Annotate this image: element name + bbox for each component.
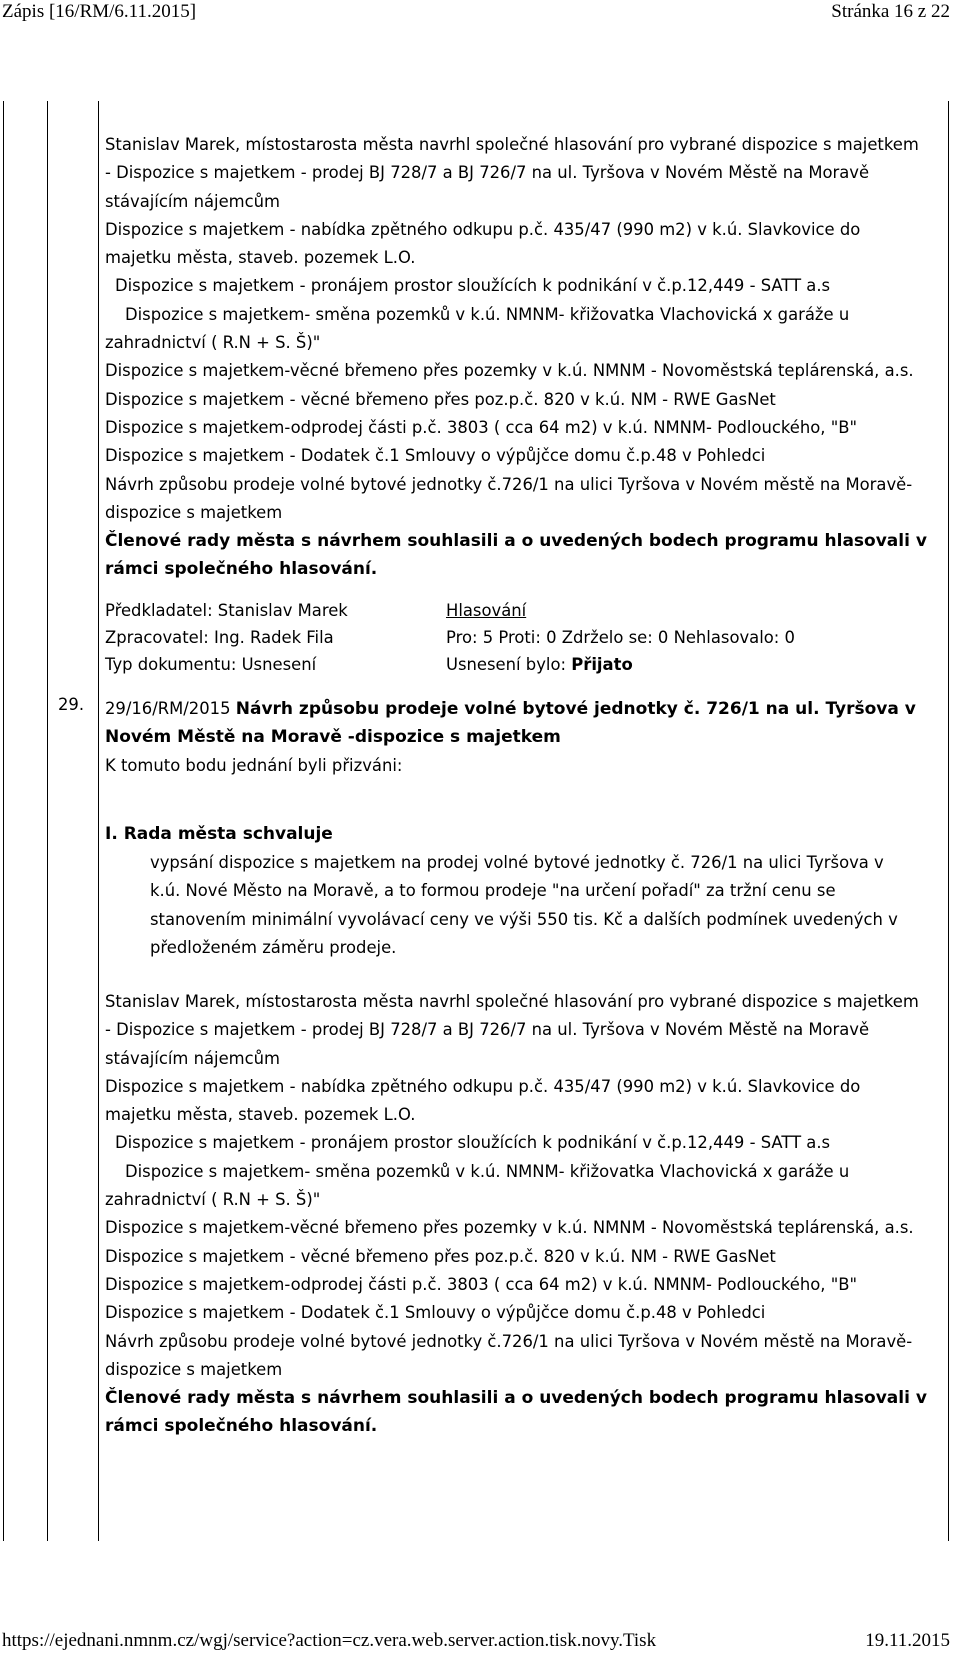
disposal-item: Dispozice s majetkem-odprodej části p.č. 3803 ( cca 64 m2) v k.ú. NMNM- Podlouckého, "B" (105, 1274, 858, 1294)
column-rule-2 (98, 101, 99, 1541)
meta-left (105, 597, 348, 678)
left-border-rule (3, 101, 4, 1541)
resolution-label: Usnesení bylo: (446, 655, 566, 674)
joint-voting-block-bottom (105, 988, 945, 1441)
conclusion-text: rámci společného hlasování. (105, 1416, 378, 1437)
disposal-item: Návrh způsobu prodeje volné bytové jednotky č.726/1 na ulici Tyršova v Novém městě na Moravě- (105, 1331, 913, 1351)
disposal-item: majetku města, staveb. pozemek L.O. (105, 1105, 416, 1125)
intro-line: stávajícím nájemcům (105, 1048, 281, 1068)
conclusion-text: Členové rady města s návrhem souhlasili a o uvedených bodech programu hlasovali v (105, 1388, 927, 1409)
disposal-item: Dispozice s majetkem - nabídka zpětného odkupu p.č. 435/47 (990 m2) v k.ú. Slavkovice do (105, 219, 861, 239)
disposal-item: Dispozice s majetkem - pronájem prostor sloužících k podnikání v č.p.12,449 - SATT a.s (115, 1133, 831, 1153)
disposal-item: dispozice s majetkem (105, 502, 283, 522)
disposal-item: zahradnictví ( R.N + S. Š)" (105, 1190, 321, 1210)
item-title-text: Návrh způsobu prodeje volné bytové jednotky č. 726/1 na ul. Tyršova v (235, 699, 916, 719)
disposal-item: Dispozice s majetkem-věcné břemeno přes pozemky v k.ú. NMNM - Novoměstská teplárenská, a.s. (105, 361, 914, 381)
item-29-heading (105, 695, 945, 780)
disposal-item: Návrh způsobu prodeje volné bytové jednotky č.726/1 na ulici Tyršova v Novém městě na Moravě- (105, 474, 913, 494)
vote-counts: Pro: 5 Proti: 0 Zdrželo se: 0 Nehlasovalo: 0 (446, 628, 795, 647)
disposal-item: Dispozice s majetkem - Dodatek č.1 Smlouvy o výpůjčce domu č.p.48 v Pohledci (105, 1303, 766, 1323)
disposal-item: Dispozice s majetkem-věcné břemeno přes pozemky v k.ú. NMNM - Novoměstská teplárenská, a.s. (105, 1218, 914, 1238)
page-header-title: Zápis [16/RM/6.11.2015] (2, 1, 197, 22)
predkladatel: Předkladatel: Stanislav Marek (105, 601, 348, 620)
resolution-text (150, 849, 945, 962)
disposal-item: Dispozice s majetkem- směna pozemků v k.ú. NMNM- křižovatka Vlachovická x garáže u (125, 1161, 850, 1181)
disposal-item: zahradnictví ( R.N + S. Š)" (105, 333, 321, 353)
joint-voting-block-top (105, 131, 945, 584)
resolution-heading-wrap (105, 820, 945, 848)
item-title-text: Novém Městě na Moravě -dispozice s majetkem (105, 727, 561, 748)
disposal-item: Dispozice s majetkem - Dodatek č.1 Smlouvy o výpůjčce domu č.p.48 v Pohledci (105, 446, 766, 466)
resolution-value: Přijato (571, 655, 633, 674)
resolution-status (446, 651, 795, 678)
resolution-line: k.ú. Nové Město na Moravě, a to formou prodeje "na určení pořadí" za tržní cenu se (150, 881, 836, 901)
page-number: Stránka 16 z 22 (831, 1, 950, 22)
resolution-heading: I. Rada města schvaluje (105, 824, 333, 844)
resolution-line: stanovením minimální vyvolávací ceny ve výši 550 tis. Kč a dalších podmínek uvedených v (150, 909, 898, 929)
intro-line: stávajícím nájemcům (105, 191, 281, 211)
item-number: 29. (58, 695, 85, 714)
disposal-item: Dispozice s majetkem - věcné břemeno přes poz.p.č. 820 v k.ú. NM - RWE GasNet (105, 389, 776, 409)
resolution-line: předloženém záměru prodeje. (150, 937, 397, 957)
disposal-item: majetku města, staveb. pozemek L.O. (105, 248, 416, 268)
footer-date: 19.11.2015 (865, 1630, 950, 1651)
document-type: Typ dokumentu: Usnesení (105, 655, 317, 674)
disposal-item: Dispozice s majetkem - nabídka zpětného odkupu p.č. 435/47 (990 m2) v k.ú. Slavkovice do (105, 1076, 861, 1096)
intro-line: - Dispozice s majetkem - prodej BJ 728/7 a BJ 726/7 na ul. Tyršova v Novém Městě na Moravě (105, 163, 870, 183)
intro-line: Stanislav Marek, místostarosta města navrhl společné hlasování pro vybrané dispozice s majetkem (105, 135, 919, 154)
conclusion-text: rámci společného hlasování. (105, 559, 378, 580)
column-rule-1 (47, 101, 48, 1541)
footer-url: https://ejednani.nmnm.cz/wgj/service?action=cz.vera.web.server.action.tisk.novy.Tisk (2, 1630, 657, 1651)
voting-link[interactable]: Hlasování (446, 601, 527, 620)
disposal-item: Dispozice s majetkem - věcné břemeno přes poz.p.č. 820 v k.ú. NM - RWE GasNet (105, 1246, 776, 1266)
invited-label: K tomuto bodu jednání byli přizváni: (105, 755, 403, 775)
zpracovatel: Zpracovatel: Ing. Radek Fila (105, 628, 334, 647)
conclusion-text: Členové rady města s návrhem souhlasili a o uvedených bodech programu hlasovali v (105, 531, 927, 552)
item-code: 29/16/RM/2015 (105, 699, 231, 718)
meta-right (446, 597, 795, 678)
disposal-item: dispozice s majetkem (105, 1359, 283, 1379)
disposal-item: Dispozice s majetkem- směna pozemků v k.ú. NMNM- křižovatka Vlachovická x garáže u (125, 304, 850, 324)
intro-line: Stanislav Marek, místostarosta města navrhl společné hlasování pro vybrané dispozice s majetkem (105, 992, 919, 1011)
disposal-item: Dispozice s majetkem - pronájem prostor sloužících k podnikání v č.p.12,449 - SATT a.s (115, 276, 831, 296)
resolution-line: vypsání dispozice s majetkem na prodej volné bytové jednotky č. 726/1 na ulici Tyršova v (150, 853, 884, 872)
item-title (105, 695, 945, 723)
right-border-rule (948, 101, 949, 1541)
disposal-item: Dispozice s majetkem-odprodej části p.č. 3803 ( cca 64 m2) v k.ú. NMNM- Podlouckého, "B" (105, 417, 858, 437)
intro-line: - Dispozice s majetkem - prodej BJ 728/7 a BJ 726/7 na ul. Tyršova v Novém Městě na Moravě (105, 1020, 870, 1040)
